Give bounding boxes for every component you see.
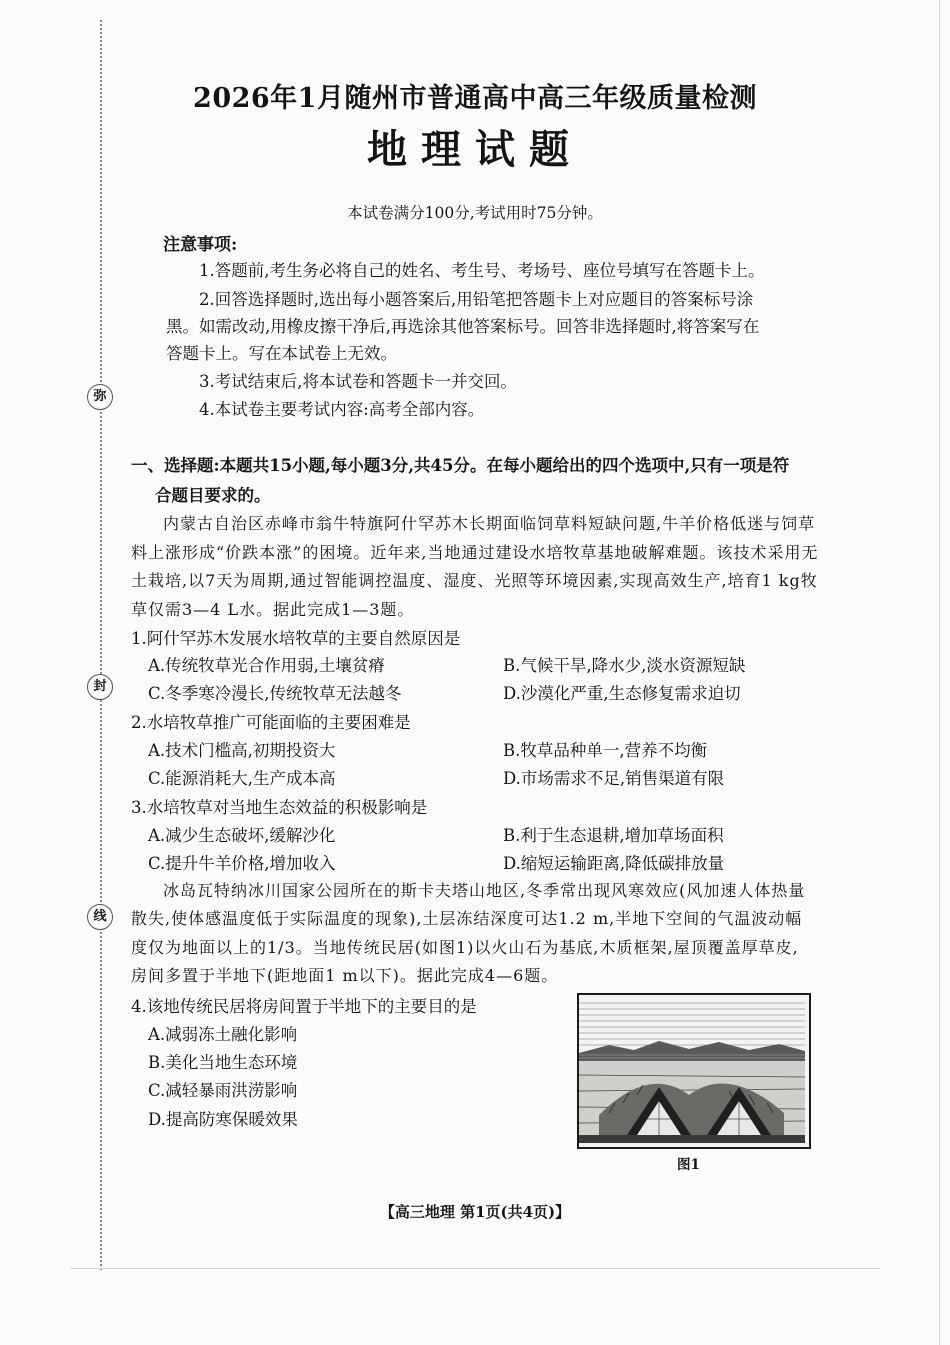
- passage-line: 度仅为地面以上的1/3。当地传统民居(如图1)以火山石为基底,木质框架,屋顶覆盖厚草皮,: [131, 938, 799, 957]
- notice-item: 答题卡上。写在本试卷上无效。: [166, 344, 397, 363]
- option-d: D.市场需求不足,销售渠道有限: [503, 769, 725, 788]
- question-stem: 2.水培牧草推广可能面临的主要困难是: [131, 713, 411, 732]
- question-stem: 4.该地传统民居将房间置于半地下的主要目的是: [131, 997, 477, 1016]
- subject-title: 地理试题: [367, 126, 583, 173]
- binding-mark-line: 线: [87, 904, 113, 930]
- option-a: A.技术门槛高,初期投资大: [148, 741, 336, 760]
- option-c: C.能源消耗大,生产成本高: [148, 769, 336, 788]
- binding-mark-seal: 弥: [87, 384, 113, 410]
- option-c: C.减轻暴雨洪涝影响: [148, 1081, 298, 1100]
- exam-info: 本试卷满分100分,考试用时75分钟。: [347, 204, 603, 222]
- option-b: B.牧草品种单一,营养不均衡: [503, 741, 708, 760]
- turf-house-illustration-icon: [579, 995, 805, 1143]
- option-c: C.提升牛羊价格,增加收入: [148, 854, 336, 873]
- notice-item: 2.回答选择题时,选出每小题答案后,用铅笔把答题卡上对应题目的答案标号涂: [199, 290, 754, 309]
- binding-mark-seal: 封: [87, 674, 113, 700]
- scan-edge: [70, 1268, 880, 1269]
- passage-line: 内蒙古自治区赤峰市翁牛特旗阿什罕苏木长期面临饲草料短缺问题,牛羊价格低迷与饲草: [163, 514, 816, 533]
- option-d: D.提高防寒保暖效果: [148, 1110, 298, 1129]
- question-stem: 1.阿什罕苏木发展水培牧草的主要自然原因是: [131, 629, 461, 648]
- option-d: D.缩短运输距离,降低碳排放量: [503, 854, 725, 873]
- option-b: B.利于生态退耕,增加草场面积: [503, 826, 724, 845]
- option-a: A.减弱冻土融化影响: [148, 1025, 298, 1044]
- passage-line: 料上涨形成“价跌本涨”的困境。近年来,当地通过建设水培牧草基地破解难题。该技术采用无: [131, 543, 819, 562]
- notice-item: 1.答题前,考生务必将自己的姓名、考生号、考场号、座位号填写在答题卡上。: [199, 261, 765, 280]
- section-heading: 一、选择题:本题共15小题,每小题3分,共45分。在每小题给出的四个选项中,只有一项是符: [131, 456, 790, 475]
- notice-item: 黑。如需改动,用橡皮擦干净后,再选涂其他答案标号。回答非选择题时,将答案写在: [166, 317, 760, 336]
- figure-caption: 图1: [677, 1157, 700, 1173]
- notice-item: 3.考试结束后,将本试卷和答题卡一并交回。: [199, 372, 517, 391]
- option-a: A.传统牧草光合作用弱,土壤贫瘠: [148, 656, 385, 675]
- option-b: B.美化当地生态环境: [148, 1053, 298, 1072]
- option-d: D.沙漠化严重,生态修复需求迫切: [503, 684, 741, 703]
- option-c: C.冬季寒冷漫长,传统牧草无法越冬: [148, 684, 402, 703]
- notice-item: 4.本试卷主要考试内容:高考全部内容。: [199, 400, 485, 419]
- passage-line: 房间多置于半地下(距地面1 m以下)。据此完成4—6题。: [131, 966, 559, 985]
- passage-line: 土栽培,以7天为周期,通过智能调控温度、湿度、光照等环境因素,实现高效生产,培育1 kg牧: [131, 571, 818, 590]
- notice-heading: 注意事项:: [163, 235, 238, 255]
- option-a: A.减少生态破坏,缓解沙化: [148, 826, 336, 845]
- exam-title: 2026年1月随州市普通高中高三年级质量检测: [193, 83, 757, 114]
- section-heading: 合题目要求的。: [155, 486, 271, 505]
- passage-line: 冰岛瓦特纳冰川国家公园所在的斯卡夫塔山地区,冬季常出现风寒效应(风加速人体热量: [163, 881, 806, 900]
- question-stem: 3.水培牧草对当地生态效益的积极影响是: [131, 798, 428, 817]
- figure-1: [577, 993, 811, 1149]
- page-footer: 【高三地理 第1页(共4页)】: [379, 1203, 571, 1221]
- option-b: B.气候干旱,降水少,淡水资源短缺: [503, 656, 746, 675]
- passage-line: 散失,使体感温度低于实际温度的现象),土层冻结深度可达1.2 m,半地下空间的气温波动幅: [131, 909, 803, 928]
- passage-line: 草仅需3—4 L水。据此完成1—3题。: [131, 600, 415, 619]
